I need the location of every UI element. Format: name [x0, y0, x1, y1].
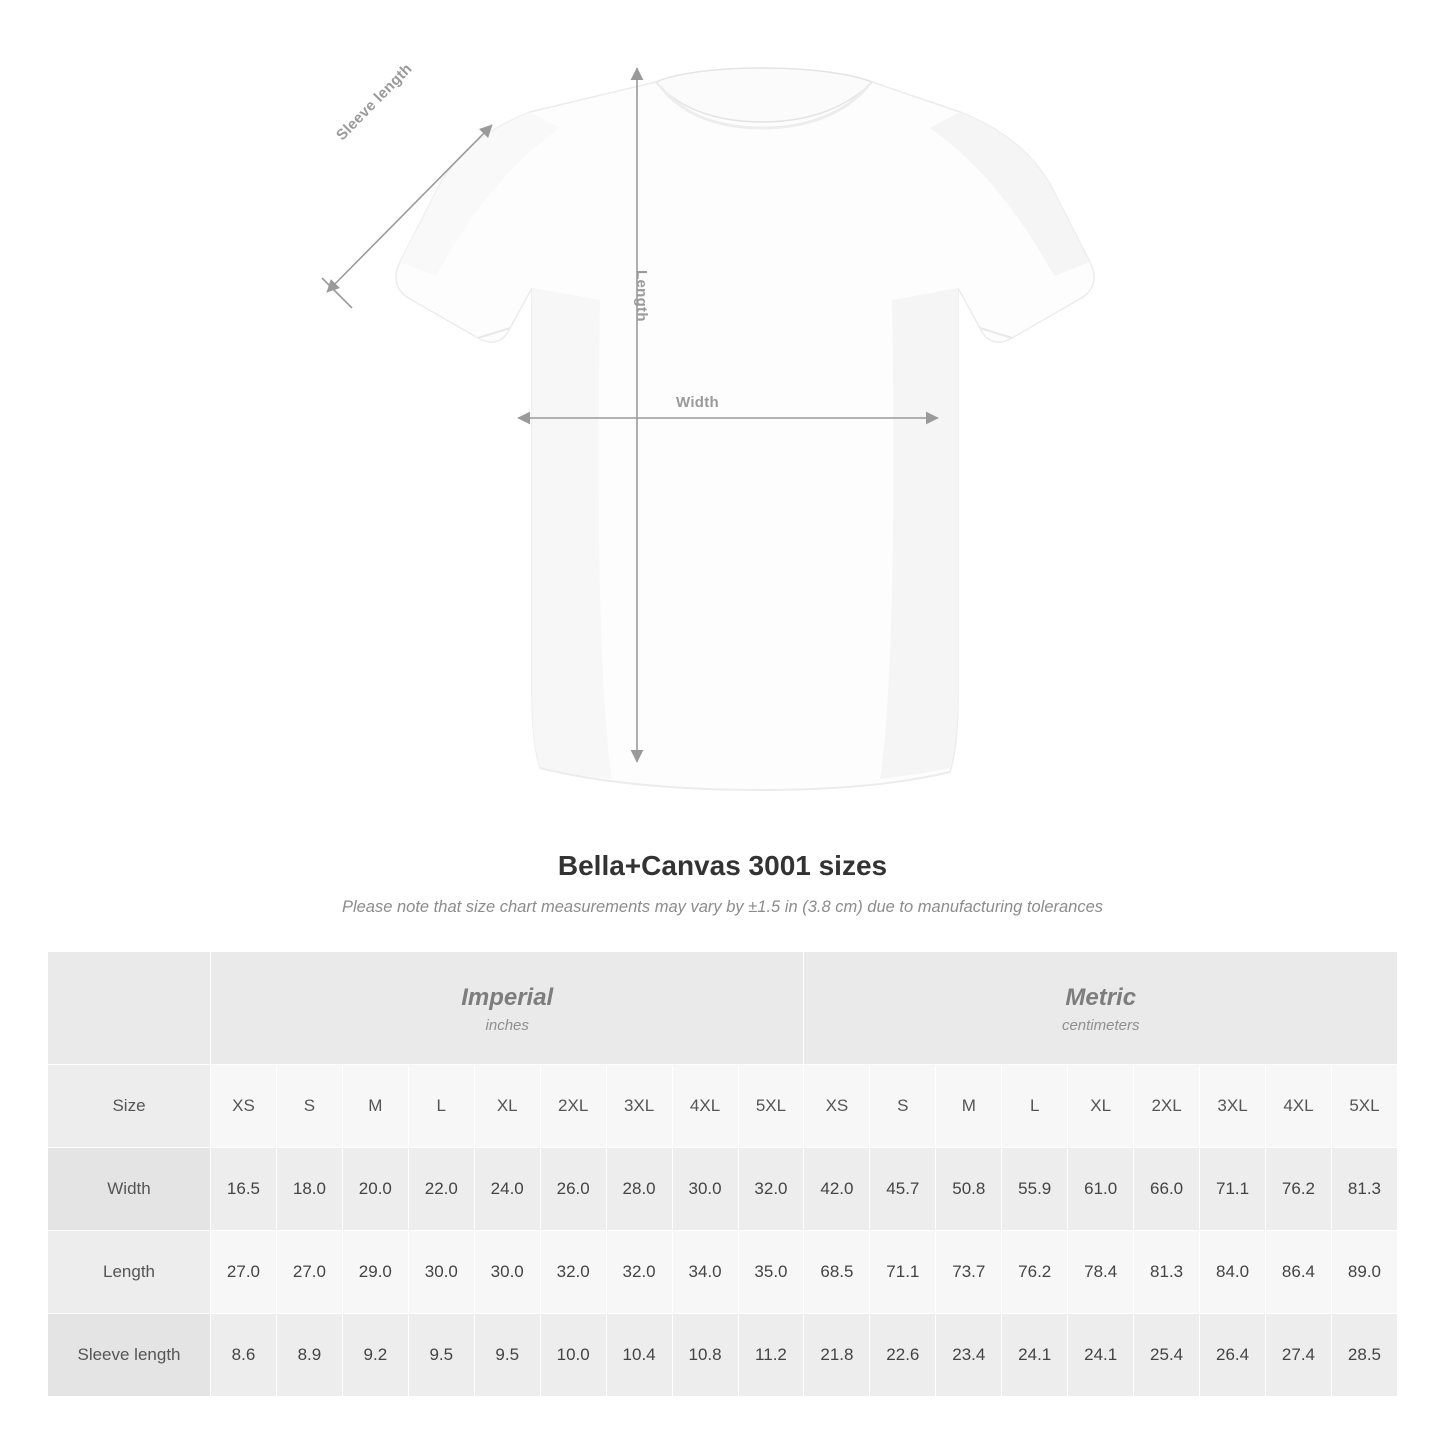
table-row: [48, 1231, 1398, 1314]
sleeve-length-label: Sleeve length: [333, 60, 416, 144]
table-cell: 18.0: [276, 1148, 342, 1231]
size-header-cell: XS: [211, 1065, 277, 1148]
size-header-cell: 3XL: [1200, 1065, 1266, 1148]
row-label-sleeve-length: Sleeve length: [48, 1314, 211, 1397]
size-header-cell: XS: [804, 1065, 870, 1148]
table-row: [48, 1314, 1398, 1397]
table-cell: 30.0: [672, 1148, 738, 1231]
table-cell: 61.0: [1068, 1148, 1134, 1231]
size-header-cell: 5XL: [738, 1065, 804, 1148]
size-header-cell: 2XL: [540, 1065, 606, 1148]
table-cell: 21.8: [804, 1314, 870, 1397]
size-header-cell: 3XL: [606, 1065, 672, 1148]
table-cell: 81.3: [1134, 1231, 1200, 1314]
size-chart-table: [47, 951, 1398, 1397]
table-cell: 10.4: [606, 1314, 672, 1397]
table-cell: 29.0: [342, 1231, 408, 1314]
size-header-cell: M: [936, 1065, 1002, 1148]
table-cell: 28.5: [1331, 1314, 1397, 1397]
system-row-spacer: [48, 952, 211, 1065]
system-metric: [804, 952, 1398, 1065]
size-header-cell: XL: [1068, 1065, 1134, 1148]
table-cell: 30.0: [474, 1231, 540, 1314]
table-cell: 9.5: [408, 1314, 474, 1397]
table-cell: 73.7: [936, 1231, 1002, 1314]
table-cell: 22.6: [870, 1314, 936, 1397]
table-cell: 23.4: [936, 1314, 1002, 1397]
table-row: [48, 1148, 1398, 1231]
table-cell: 11.2: [738, 1314, 804, 1397]
table-cell: 32.0: [606, 1231, 672, 1314]
table-cell: 16.5: [211, 1148, 277, 1231]
table-cell: 55.9: [1002, 1148, 1068, 1231]
table-cell: 32.0: [540, 1231, 606, 1314]
chart-header: [0, 850, 1445, 917]
table-cell: 24.1: [1002, 1314, 1068, 1397]
table-cell: 26.0: [540, 1148, 606, 1231]
table-cell: 10.8: [672, 1314, 738, 1397]
table-cell: 22.0: [408, 1148, 474, 1231]
size-header-cell: L: [1002, 1065, 1068, 1148]
table-cell: 34.0: [672, 1231, 738, 1314]
size-header-cell: S: [870, 1065, 936, 1148]
size-header-cell: 2XL: [1134, 1065, 1200, 1148]
size-header-cell: M: [342, 1065, 408, 1148]
table-cell: 27.0: [211, 1231, 277, 1314]
table-cell: 20.0: [342, 1148, 408, 1231]
table-cell: 8.9: [276, 1314, 342, 1397]
system-imperial: [211, 952, 804, 1065]
table-cell: 84.0: [1200, 1231, 1266, 1314]
length-label: Length: [633, 270, 650, 322]
width-label: Width: [676, 394, 720, 411]
table-cell: 78.4: [1068, 1231, 1134, 1314]
table-cell: 42.0: [804, 1148, 870, 1231]
size-header-cell: L: [408, 1065, 474, 1148]
size-header-row: [48, 1065, 1398, 1148]
measurement-system-row: [48, 952, 1398, 1065]
table-cell: 66.0: [1134, 1148, 1200, 1231]
size-chart-table-wrapper: [47, 951, 1398, 1397]
table-cell: 71.1: [870, 1231, 936, 1314]
table-cell: 71.1: [1200, 1148, 1266, 1231]
table-cell: 10.0: [540, 1314, 606, 1397]
table-cell: 25.4: [1134, 1314, 1200, 1397]
tolerance-note: Please note that size chart measurements may vary by ±1.5 in (3.8 cm) due to manufacturing tolerances: [341, 898, 1104, 916]
system-metric-name: Metric: [1065, 983, 1137, 1011]
tshirt-shape: [396, 68, 1094, 790]
table-cell: 76.2: [1266, 1148, 1332, 1231]
table-cell: 76.2: [1002, 1231, 1068, 1314]
table-cell: 50.8: [936, 1148, 1002, 1231]
system-metric-unit: centimeters: [1061, 1016, 1140, 1034]
table-cell: 45.7: [870, 1148, 936, 1231]
table-cell: 35.0: [738, 1231, 804, 1314]
table-cell: 9.2: [342, 1314, 408, 1397]
table-cell: 68.5: [804, 1231, 870, 1314]
table-cell: 24.1: [1068, 1314, 1134, 1397]
table-cell: 9.5: [474, 1314, 540, 1397]
page-title: Bella+Canvas 3001 sizes: [557, 850, 888, 881]
table-cell: 26.4: [1200, 1314, 1266, 1397]
table-cell: 27.4: [1266, 1314, 1332, 1397]
size-header-cell: S: [276, 1065, 342, 1148]
row-label-length: Length: [48, 1231, 211, 1314]
size-header-cell: XL: [474, 1065, 540, 1148]
table-cell: 28.0: [606, 1148, 672, 1231]
system-imperial-unit: inches: [485, 1016, 529, 1034]
table-cell: 27.0: [276, 1231, 342, 1314]
table-cell: 30.0: [408, 1231, 474, 1314]
table-cell: 86.4: [1266, 1231, 1332, 1314]
row-label-width: Width: [48, 1148, 211, 1231]
table-cell: 24.0: [474, 1148, 540, 1231]
table-cell: 89.0: [1331, 1231, 1397, 1314]
corner-size-label: Size: [48, 1065, 211, 1148]
size-header-cell: 4XL: [1266, 1065, 1332, 1148]
size-header-cell: 5XL: [1331, 1065, 1397, 1148]
system-imperial-name: Imperial: [461, 983, 554, 1011]
table-cell: 8.6: [211, 1314, 277, 1397]
table-cell: 32.0: [738, 1148, 804, 1231]
size-header-cell: 4XL: [672, 1065, 738, 1148]
table-cell: 81.3: [1331, 1148, 1397, 1231]
